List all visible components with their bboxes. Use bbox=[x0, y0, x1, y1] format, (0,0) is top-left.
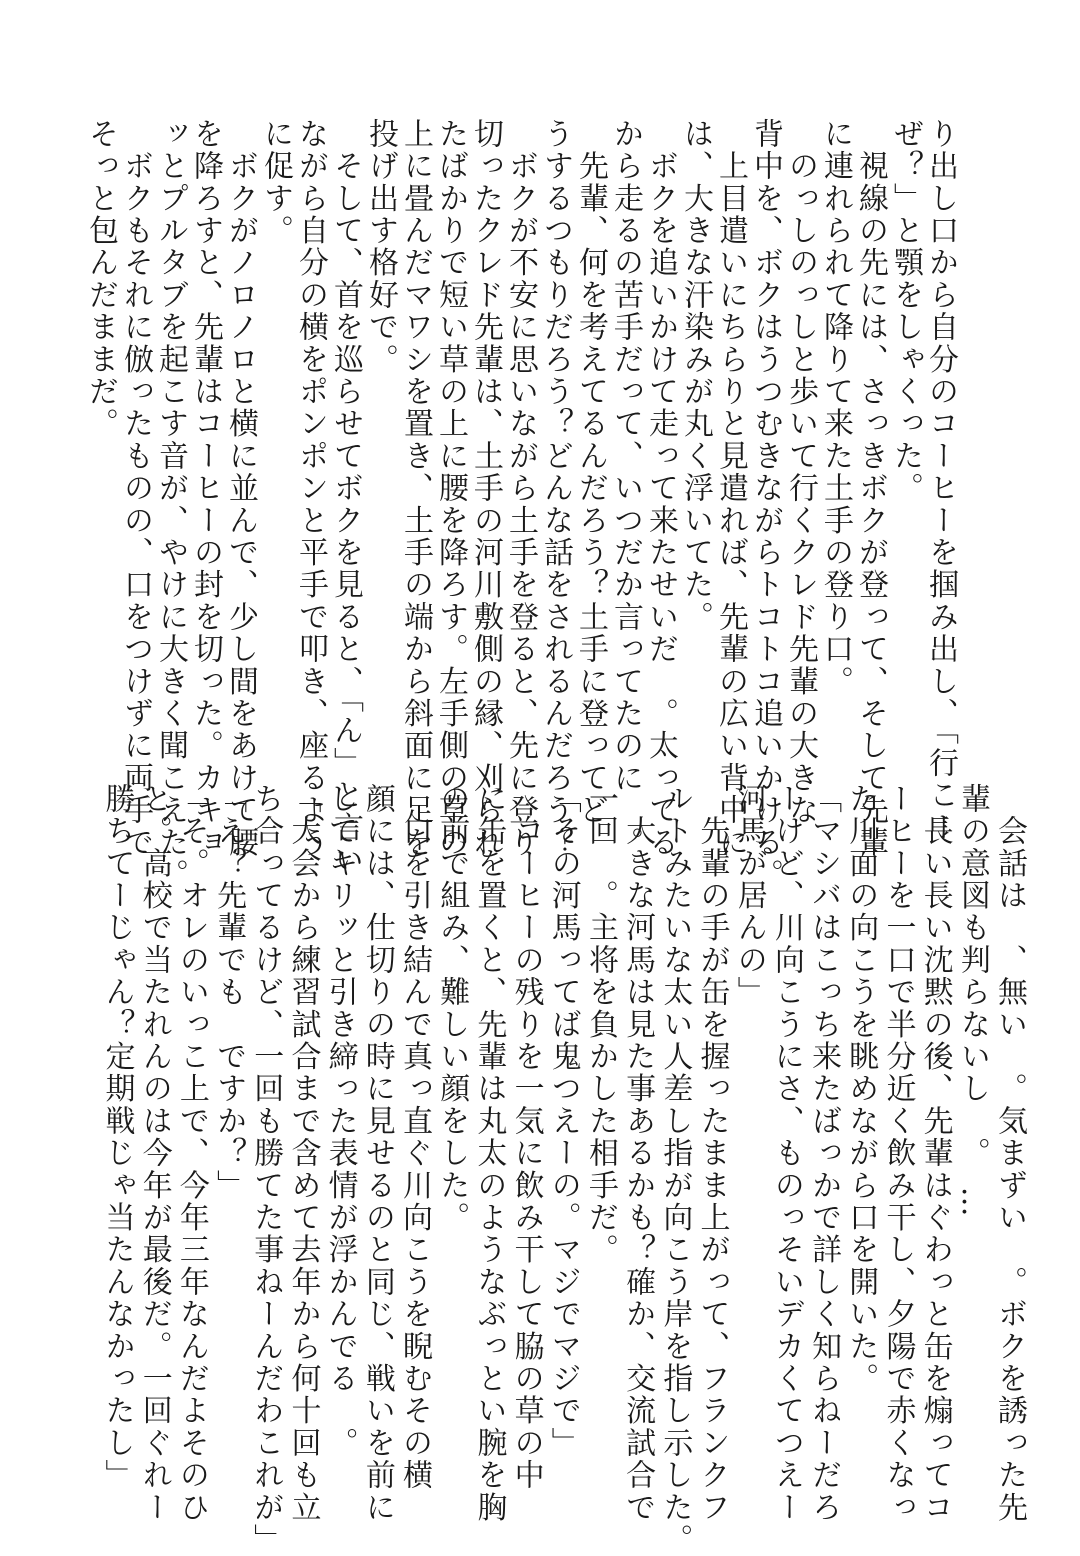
text-column: 上に畳んだマワシを置き、土手の端から斜面に足を bbox=[398, 118, 433, 859]
text-column: 視線の先には、さっきボクが登って、そして先輩 bbox=[853, 118, 888, 859]
text-column: 大きな河馬は見た事あるかも？確か、交流試合で bbox=[620, 783, 656, 1524]
text-column: 長い長い沈黙の後、先輩はぐわっと缶を煽ってコ bbox=[917, 783, 953, 1524]
text-column: ボクが不安に思いながら土手を登ると、先に登り bbox=[503, 118, 538, 859]
text-column: ボクもそれに倣ったものの、口をつけずに両手で bbox=[118, 118, 153, 859]
text-column: ち合ってるけど、一回も勝てた事ねーんだわこれが」 bbox=[248, 783, 284, 1556]
text-column: 会話は 、無い 。気まずい 。ボクを誘った先 bbox=[992, 783, 1027, 1524]
text-column: そして、首を巡らせてボクを見ると、「ん」と言い bbox=[328, 118, 363, 876]
text-column: 先輩の手が缶を握ったまま上がって、フランクフ bbox=[694, 783, 730, 1524]
text-column: 輩の意図も判らないし 。 … bbox=[954, 783, 990, 1219]
text-column: は、大きな汗染みが丸く浮いてた。 bbox=[678, 118, 713, 634]
text-column: ーヒーを一口で半分近く飲み干し、夕陽で赤くなっ bbox=[880, 783, 916, 1524]
text-block-bottom bbox=[98, 783, 1028, 1556]
text-column: 顔には、仕切りの時に見せるのと同じ、戦いを前に bbox=[359, 783, 395, 1524]
text-column: 背中を、ボクはうつむきながらトコトコ追いかける。 bbox=[748, 118, 783, 891]
text-column: 「マシバはこっち来たばっかで詳しく知らねーだろ bbox=[806, 783, 842, 1524]
text-column: 一回 。主将を負かした相手だ。 bbox=[582, 783, 618, 1266]
text-column: ボクを追いかけて走って来たせいだ 。太ってる bbox=[643, 118, 678, 859]
text-column: ーけど、川向こうにさ、ものっそいデカくてつえー bbox=[768, 783, 804, 1524]
text-column: ルトみたいな太い人差し指が向こう岸を指し示した。 bbox=[657, 783, 693, 1556]
text-column: と。高校で当たれんのは今年が最後だ。一回ぐれー bbox=[136, 783, 172, 1524]
text-column: うするつもりだろう？どんな話をされるんだろう？ bbox=[538, 118, 573, 859]
text-column: 上目遣いにちらりと見遣れば、先輩の広い背中に bbox=[713, 118, 748, 859]
text-column: そっと包んだままだ。 bbox=[83, 118, 118, 440]
text-column: に缶を置くと、先輩は丸太のようなぶっとい腕を胸 bbox=[471, 783, 507, 1524]
text-column: 「そ。オレのいっこ上で、今年三年なんだよそのひ bbox=[173, 783, 209, 1524]
text-column: ぜ？」と顎をしゃくった。 bbox=[888, 118, 923, 505]
text-column: 河馬が居んの」 bbox=[731, 783, 767, 1009]
text-block-top bbox=[83, 118, 958, 891]
text-column: を降ろすと、先輩はコーヒーの封を切った。カキョ bbox=[188, 118, 223, 859]
text-column: に促す。 bbox=[258, 118, 293, 247]
text-column: 切ったクレド先輩は、土手の河川敷側の縁、刈られ bbox=[468, 118, 503, 859]
text-column: コーヒーの残りを一気に飲み干して脇の草の中 bbox=[508, 783, 544, 1492]
text-column: の前で組み、難しい顔をした。 bbox=[434, 783, 470, 1234]
text-column: ボクがノロノロと横に並んで、少し間をあけて腰 bbox=[223, 118, 258, 859]
text-column: 勝ちてーじゃん？定期戦じゃ当たんなかったし」 bbox=[99, 783, 135, 1492]
text-column: たばかりで短い草の上に腰を降ろす。左手側の草の bbox=[433, 118, 468, 859]
text-column: から走るの苦手だって、いつだか言ってたのに 。 bbox=[608, 118, 643, 859]
text-column: 「え？先輩でも ですか？」 bbox=[211, 783, 247, 1202]
text-column: のっしのっしと歩いて行くクレド先輩の大きな bbox=[783, 118, 818, 827]
text-column: ッとプルタブを起こす音が、やけに大きく聞こえた。 bbox=[153, 118, 188, 891]
text-column: た川面の向こうを眺めながら口を開いた。 bbox=[843, 783, 879, 1395]
text-column: 「その河馬ってば鬼つえーの。マジでマジで」 bbox=[545, 783, 581, 1460]
text-column: 「大会から練習試合まで含めて去年から何十回も立 bbox=[285, 783, 321, 1524]
text-column: に連れられて降りて来た土手の登り口。 bbox=[818, 118, 853, 698]
text-column: ながら自分の横をポンポンと平手で叩き、座るよう bbox=[293, 118, 328, 859]
text-column: 先輩、何を考えてるんだろう？土手に登ってど bbox=[573, 118, 608, 827]
text-column: 口を引き結んで真っ直ぐ川向こうを睨むその横 bbox=[397, 783, 432, 1492]
text-column: り出し口から自分のコーヒーを掴み出し、「行こー bbox=[923, 118, 958, 844]
text-column: してキリッと引き締った表情が浮かんでる 。 bbox=[322, 783, 358, 1460]
text-column: 投げ出す格好で。 bbox=[363, 118, 398, 376]
